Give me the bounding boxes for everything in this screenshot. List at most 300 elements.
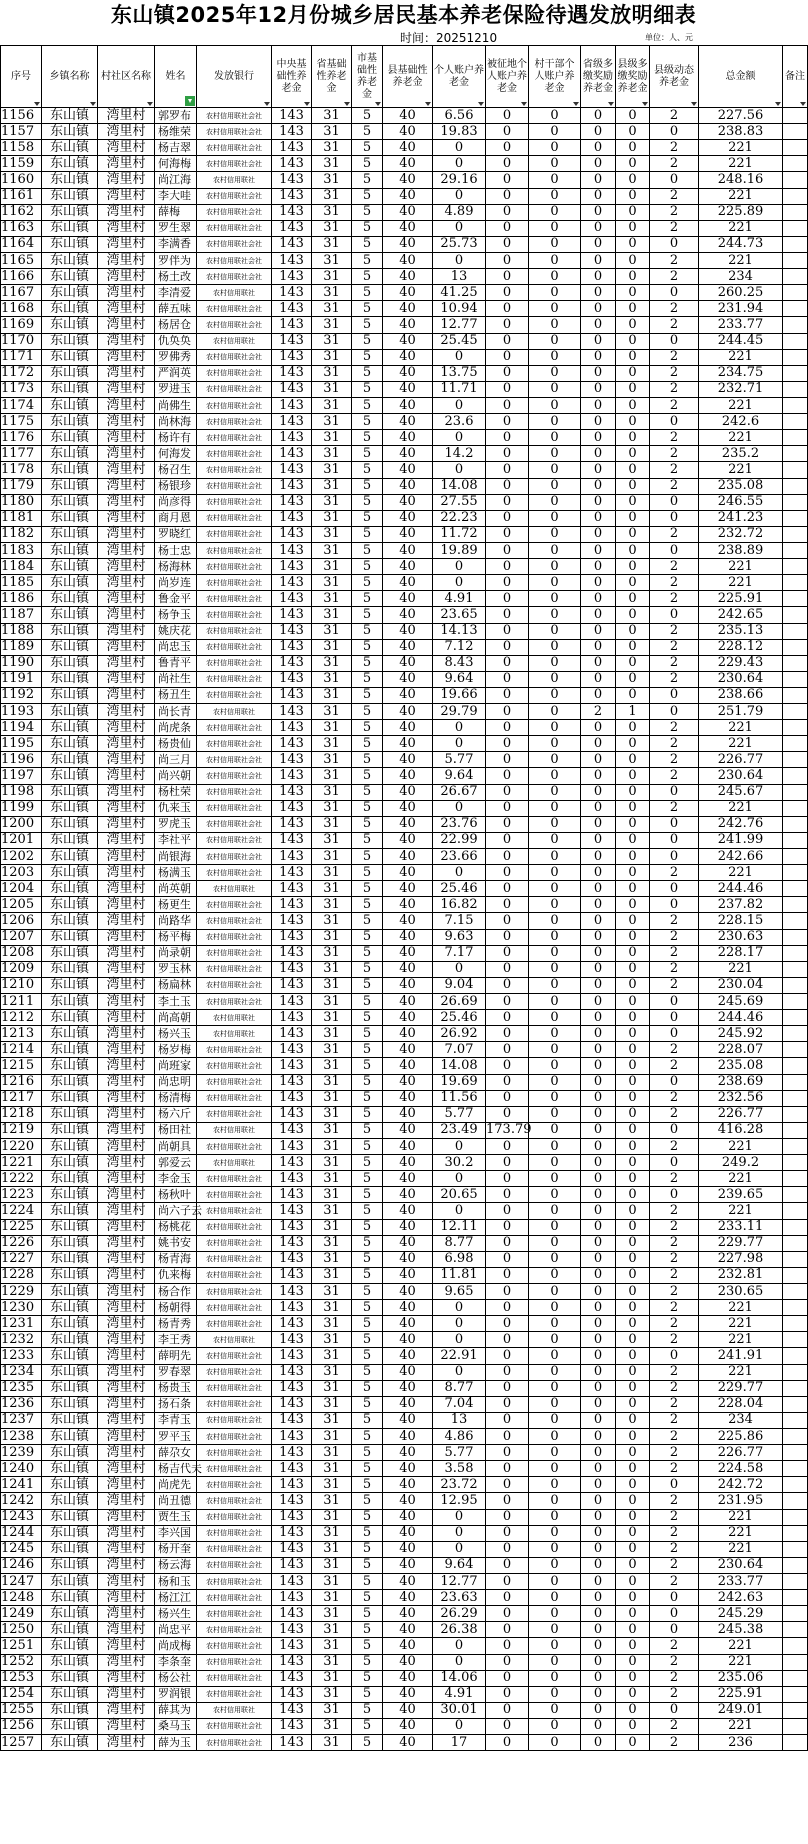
cell-village: 湾里村	[98, 768, 155, 784]
cell-amount: 0	[486, 269, 529, 285]
cell-amount: 5	[352, 591, 383, 607]
table-row	[1, 252, 808, 268]
cell-amount: 31	[312, 704, 352, 720]
cell-amount: 0	[529, 1251, 581, 1267]
cell-amount: 143	[272, 1525, 312, 1541]
cell-village: 湾里村	[98, 478, 155, 494]
cell-amount: 31	[312, 1686, 352, 1702]
cell-village: 湾里村	[98, 1670, 155, 1686]
cell-amount: 31	[312, 140, 352, 156]
cell-amount: 0	[650, 816, 699, 832]
cell-village: 湾里村	[98, 945, 155, 961]
cell-amount: 23.49	[433, 1122, 486, 1138]
column-header-label: 被征地个人账户养老金	[487, 58, 527, 94]
cell-bank: 农村信用联社会社	[197, 1267, 272, 1283]
cell-town: 东山镇	[42, 510, 98, 526]
cell-amount: 0	[650, 1026, 699, 1042]
cell-amount: 20.65	[433, 1187, 486, 1203]
cell-amount: 31	[312, 1171, 352, 1187]
cell-village: 湾里村	[98, 1235, 155, 1251]
cell-amount: 0	[529, 1428, 581, 1444]
cell-village: 湾里村	[98, 1010, 155, 1026]
cell-amount: 143	[272, 494, 312, 510]
cell-amount: 26.69	[433, 994, 486, 1010]
cell-village: 湾里村	[98, 414, 155, 430]
cell-amount: 0	[486, 1735, 529, 1751]
cell-amount: 2	[650, 1251, 699, 1267]
column-header	[383, 46, 433, 108]
cell-amount: 2	[650, 1396, 699, 1412]
cell-amount: 31	[312, 607, 352, 623]
cell-village: 湾里村	[98, 639, 155, 655]
cell-amount: 143	[272, 510, 312, 526]
cell-amount: 221	[699, 188, 783, 204]
cell-bank: 农村信用联社会社	[197, 1364, 272, 1380]
cell-village: 湾里村	[98, 1606, 155, 1622]
cell-amount: 5	[352, 1541, 383, 1557]
cell-amount: 0	[581, 301, 616, 317]
filter-dropdown-icon[interactable]	[521, 102, 527, 106]
cell-amount: 7.12	[433, 639, 486, 655]
column-header	[272, 46, 312, 108]
cell-amount: 5	[352, 494, 383, 510]
cell-amount: 221	[699, 1332, 783, 1348]
cell-remark	[783, 1122, 808, 1138]
cell-amount: 143	[272, 1622, 312, 1638]
cell-amount: 0	[581, 865, 616, 881]
cell-amount: 0	[486, 140, 529, 156]
cell-amount: 0	[616, 204, 650, 220]
cell-amount: 5	[352, 108, 383, 124]
cell-amount: 31	[312, 897, 352, 913]
cell-amount: 0	[433, 1300, 486, 1316]
cell-amount: 143	[272, 1316, 312, 1332]
cell-amount: 5	[352, 462, 383, 478]
cell-amount: 0	[581, 687, 616, 703]
cell-name: 罗进玉	[155, 381, 197, 397]
cell-amount: 5	[352, 349, 383, 365]
cell-name: 杨朝得	[155, 1300, 197, 1316]
cell-seq: 1233	[1, 1348, 42, 1364]
cell-amount: 40	[383, 832, 433, 848]
cell-seq: 1250	[1, 1622, 42, 1638]
cell-amount: 143	[272, 945, 312, 961]
cell-amount: 0	[486, 1187, 529, 1203]
cell-amount: 143	[272, 220, 312, 236]
cell-amount: 19.66	[433, 687, 486, 703]
cell-bank: 农村信用联社会社	[197, 381, 272, 397]
cell-amount: 143	[272, 1541, 312, 1557]
cell-remark	[783, 897, 808, 913]
cell-amount: 0	[433, 800, 486, 816]
filter-dropdown-icon[interactable]	[344, 102, 350, 106]
cell-town: 东山镇	[42, 1718, 98, 1734]
cell-amount: 23.66	[433, 849, 486, 865]
cell-amount: 31	[312, 639, 352, 655]
cell-amount: 2	[650, 977, 699, 993]
cell-amount: 40	[383, 1445, 433, 1461]
cell-amount: 143	[272, 559, 312, 575]
cell-amount: 143	[272, 1235, 312, 1251]
cell-amount: 0	[616, 559, 650, 575]
cell-amount: 246.55	[699, 494, 783, 510]
cell-seq: 1164	[1, 236, 42, 252]
cell-amount: 5	[352, 1477, 383, 1493]
column-header-label: 姓名	[165, 70, 186, 82]
cell-amount: 31	[312, 333, 352, 349]
cell-amount: 143	[272, 156, 312, 172]
cell-amount: 31	[312, 1380, 352, 1396]
cell-amount: 0	[616, 430, 650, 446]
cell-village: 湾里村	[98, 913, 155, 929]
cell-amount: 31	[312, 1477, 352, 1493]
cell-amount: 31	[312, 1090, 352, 1106]
cell-amount: 0	[616, 687, 650, 703]
cell-village: 湾里村	[98, 1251, 155, 1267]
cell-amount: 31	[312, 301, 352, 317]
cell-amount: 40	[383, 1283, 433, 1299]
cell-amount: 40	[383, 1251, 433, 1267]
cell-bank: 农村信用联社会社	[197, 1445, 272, 1461]
cell-amount: 0	[486, 800, 529, 816]
cell-amount: 0	[650, 414, 699, 430]
filter-dropdown-icon[interactable]	[425, 102, 431, 106]
cell-amount: 0	[616, 639, 650, 655]
cell-amount: 0	[529, 172, 581, 188]
cell-town: 东山镇	[42, 397, 98, 413]
cell-amount: 0	[581, 1396, 616, 1412]
cell-amount: 0	[581, 1670, 616, 1686]
cell-amount: 143	[272, 1010, 312, 1026]
cell-seq: 1186	[1, 591, 42, 607]
cell-amount: 5	[352, 1735, 383, 1751]
cell-amount: 2	[650, 462, 699, 478]
cell-amount: 5	[352, 1557, 383, 1573]
cell-amount: 5	[352, 1686, 383, 1702]
cell-amount: 31	[312, 1573, 352, 1589]
cell-amount: 143	[272, 140, 312, 156]
cell-amount: 5	[352, 1718, 383, 1734]
cell-amount: 0	[529, 849, 581, 865]
cell-amount: 27.55	[433, 494, 486, 510]
cell-remark	[783, 1461, 808, 1477]
cell-village: 湾里村	[98, 1332, 155, 1348]
cell-amount: 0	[581, 252, 616, 268]
filter-dropdown-icon[interactable]	[375, 102, 381, 106]
table-row	[1, 526, 808, 542]
cell-amount: 241.99	[699, 832, 783, 848]
cell-village: 湾里村	[98, 800, 155, 816]
cell-amount: 0	[581, 1090, 616, 1106]
cell-name: 尚江海	[155, 172, 197, 188]
cell-bank: 农村信用联社	[197, 1702, 272, 1718]
cell-village: 湾里村	[98, 172, 155, 188]
cell-amount: 16.82	[433, 897, 486, 913]
cell-town: 东山镇	[42, 269, 98, 285]
filter-dropdown-icon[interactable]	[304, 102, 310, 106]
cell-amount: 0	[529, 591, 581, 607]
cell-amount: 31	[312, 365, 352, 381]
cell-amount: 0	[529, 687, 581, 703]
cell-town: 东山镇	[42, 172, 98, 188]
cell-amount: 40	[383, 736, 433, 752]
filter-dropdown-icon[interactable]	[642, 102, 648, 106]
cell-amount: 5	[352, 1283, 383, 1299]
cell-amount: 40	[383, 1606, 433, 1622]
cell-bank: 农村信用联社会社	[197, 1412, 272, 1428]
cell-bank: 农村信用联社会社	[197, 156, 272, 172]
cell-amount: 0	[616, 1638, 650, 1654]
cell-amount: 23.63	[433, 1590, 486, 1606]
cell-remark	[783, 1525, 808, 1541]
cell-amount: 0	[581, 1654, 616, 1670]
cell-amount: 248.16	[699, 172, 783, 188]
filter-dropdown-icon[interactable]	[264, 102, 270, 106]
cell-seq: 1205	[1, 897, 42, 913]
filter-dropdown-icon[interactable]	[34, 102, 40, 106]
column-header-label: 村干部个人账户养老金	[534, 58, 575, 94]
filter-dropdown-icon[interactable]	[800, 102, 806, 106]
cell-amount: 0	[529, 607, 581, 623]
cell-amount: 0	[486, 1509, 529, 1525]
filter-dropdown-icon[interactable]	[608, 102, 614, 106]
cell-bank: 农村信用联社会社	[197, 913, 272, 929]
cell-amount: 31	[312, 816, 352, 832]
cell-town: 东山镇	[42, 800, 98, 816]
cell-seq: 1158	[1, 140, 42, 156]
cell-name: 姚书安	[155, 1235, 197, 1251]
cell-amount: 40	[383, 397, 433, 413]
cell-amount: 5	[352, 156, 383, 172]
table-row	[1, 1525, 808, 1541]
cell-amount: 143	[272, 1509, 312, 1525]
cell-amount: 0	[581, 1300, 616, 1316]
cell-amount: 5	[352, 671, 383, 687]
cell-seq: 1225	[1, 1219, 42, 1235]
cell-village: 湾里村	[98, 430, 155, 446]
cell-remark	[783, 1557, 808, 1573]
cell-amount: 0	[616, 333, 650, 349]
cell-amount: 0	[650, 1348, 699, 1364]
cell-amount: 0	[581, 156, 616, 172]
cell-remark	[783, 1396, 808, 1412]
cell-amount: 0	[650, 1606, 699, 1622]
active-filter-icon[interactable]	[185, 96, 195, 106]
cell-seq: 1245	[1, 1541, 42, 1557]
cell-amount: 40	[383, 269, 433, 285]
cell-bank: 农村信用联社会社	[197, 317, 272, 333]
cell-seq: 1188	[1, 623, 42, 639]
cell-amount: 31	[312, 1509, 352, 1525]
cell-name: 尚班家	[155, 1058, 197, 1074]
cell-bank: 农村信用联社会社	[197, 865, 272, 881]
cell-amount: 0	[616, 140, 650, 156]
cell-town: 东山镇	[42, 1316, 98, 1332]
cell-amount: 31	[312, 687, 352, 703]
cell-amount: 2	[650, 1267, 699, 1283]
cell-amount: 0	[529, 1525, 581, 1541]
cell-remark	[783, 832, 808, 848]
cell-amount: 2	[650, 1219, 699, 1235]
cell-town: 东山镇	[42, 1702, 98, 1718]
cell-amount: 0	[486, 575, 529, 591]
cell-name: 尚成梅	[155, 1638, 197, 1654]
cell-bank: 农村信用联社会社	[197, 1686, 272, 1702]
cell-amount: 0	[486, 1155, 529, 1171]
cell-remark	[783, 301, 808, 317]
cell-amount: 7.17	[433, 945, 486, 961]
cell-amount: 0	[581, 816, 616, 832]
cell-amount: 260.25	[699, 285, 783, 301]
cell-amount: 0	[433, 1316, 486, 1332]
cell-bank: 农村信用联社会社	[197, 945, 272, 961]
cell-town: 东山镇	[42, 1364, 98, 1380]
cell-amount: 0	[529, 462, 581, 478]
cell-amount: 40	[383, 220, 433, 236]
cell-amount: 0	[529, 285, 581, 301]
cell-seq: 1257	[1, 1735, 42, 1751]
cell-amount: 143	[272, 1380, 312, 1396]
cell-amount: 40	[383, 252, 433, 268]
cell-name: 杨青秀	[155, 1316, 197, 1332]
cell-amount: 0	[581, 607, 616, 623]
cell-town: 东山镇	[42, 494, 98, 510]
cell-amount: 0	[529, 1122, 581, 1138]
cell-seq: 1231	[1, 1316, 42, 1332]
cell-remark	[783, 865, 808, 881]
cell-amount: 40	[383, 687, 433, 703]
cell-amount: 2	[581, 704, 616, 720]
cell-amount: 40	[383, 124, 433, 140]
filter-dropdown-icon[interactable]	[775, 102, 781, 106]
cell-remark	[783, 752, 808, 768]
cell-amount: 40	[383, 1122, 433, 1138]
cell-bank: 农村信用联社会社	[197, 462, 272, 478]
cell-bank: 农村信用联社会社	[197, 1139, 272, 1155]
cell-bank: 农村信用联社	[197, 1010, 272, 1026]
cell-remark	[783, 1428, 808, 1444]
cell-amount: 0	[486, 1412, 529, 1428]
cell-amount: 227.98	[699, 1251, 783, 1267]
cell-amount: 0	[486, 736, 529, 752]
cell-amount: 0	[433, 430, 486, 446]
cell-amount: 0	[650, 542, 699, 558]
cell-amount: 0	[433, 1203, 486, 1219]
cell-amount: 221	[699, 430, 783, 446]
cell-remark	[783, 1283, 808, 1299]
cell-seq: 1174	[1, 397, 42, 413]
cell-amount: 229.43	[699, 655, 783, 671]
cell-amount: 40	[383, 897, 433, 913]
cell-remark	[783, 929, 808, 945]
cell-amount: 0	[581, 913, 616, 929]
cell-remark	[783, 800, 808, 816]
cell-amount: 40	[383, 1155, 433, 1171]
cell-amount: 31	[312, 1187, 352, 1203]
table-row	[1, 1541, 808, 1557]
cell-seq: 1221	[1, 1155, 42, 1171]
cell-bank: 农村信用联社会社	[197, 1300, 272, 1316]
cell-amount: 0	[529, 977, 581, 993]
cell-amount: 143	[272, 1251, 312, 1267]
cell-amount: 2	[650, 945, 699, 961]
cell-amount: 22.23	[433, 510, 486, 526]
cell-bank: 农村信用联社会社	[197, 687, 272, 703]
cell-amount: 40	[383, 526, 433, 542]
cell-amount: 0	[529, 204, 581, 220]
cell-amount: 40	[383, 333, 433, 349]
cell-remark	[783, 1509, 808, 1525]
cell-amount: 0	[650, 1702, 699, 1718]
cell-amount: 0	[486, 1380, 529, 1396]
cell-amount: 245.69	[699, 994, 783, 1010]
cell-amount: 0	[529, 1267, 581, 1283]
cell-amount: 0	[529, 397, 581, 413]
cell-amount: 5	[352, 1445, 383, 1461]
cell-amount: 25.46	[433, 1010, 486, 1026]
cell-amount: 0	[529, 1026, 581, 1042]
cell-amount: 143	[272, 575, 312, 591]
filter-dropdown-icon[interactable]	[90, 102, 96, 106]
cell-amount: 0	[529, 140, 581, 156]
cell-amount: 143	[272, 1412, 312, 1428]
table-row	[1, 849, 808, 865]
cell-amount: 143	[272, 349, 312, 365]
filter-dropdown-icon[interactable]	[147, 102, 153, 106]
cell-amount: 143	[272, 1735, 312, 1751]
cell-seq: 1159	[1, 156, 42, 172]
cell-amount: 31	[312, 1493, 352, 1509]
cell-amount: 31	[312, 204, 352, 220]
cell-amount: 0	[486, 108, 529, 124]
cell-amount: 40	[383, 1380, 433, 1396]
cell-amount: 0	[529, 1364, 581, 1380]
table-row	[1, 832, 808, 848]
cell-seq: 1244	[1, 1525, 42, 1541]
cell-amount: 221	[699, 462, 783, 478]
cell-amount: 5	[352, 269, 383, 285]
cell-amount: 41.25	[433, 285, 486, 301]
cell-amount: 40	[383, 494, 433, 510]
cell-remark	[783, 1590, 808, 1606]
cell-amount: 5	[352, 1348, 383, 1364]
cell-bank: 农村信用联社会社	[197, 108, 272, 124]
filter-dropdown-icon[interactable]	[478, 102, 484, 106]
cell-amount: 0	[433, 961, 486, 977]
filter-dropdown-icon[interactable]	[691, 102, 697, 106]
cell-amount: 40	[383, 1026, 433, 1042]
cell-village: 湾里村	[98, 881, 155, 897]
cell-village: 湾里村	[98, 575, 155, 591]
cell-amount: 0	[529, 1735, 581, 1751]
cell-amount: 40	[383, 1622, 433, 1638]
cell-village: 湾里村	[98, 1348, 155, 1364]
cell-amount: 226.77	[699, 1445, 783, 1461]
cell-amount: 143	[272, 736, 312, 752]
cell-amount: 0	[616, 397, 650, 413]
cell-amount: 5	[352, 1332, 383, 1348]
cell-amount: 0	[581, 832, 616, 848]
cell-name: 杨合作	[155, 1283, 197, 1299]
cell-amount: 5	[352, 1074, 383, 1090]
table-row	[1, 333, 808, 349]
cell-bank: 农村信用联社会社	[197, 188, 272, 204]
cell-town: 东山镇	[42, 1010, 98, 1026]
filter-dropdown-icon[interactable]	[573, 102, 579, 106]
table-row	[1, 591, 808, 607]
cell-town: 东山镇	[42, 1139, 98, 1155]
cell-amount: 9.65	[433, 1283, 486, 1299]
